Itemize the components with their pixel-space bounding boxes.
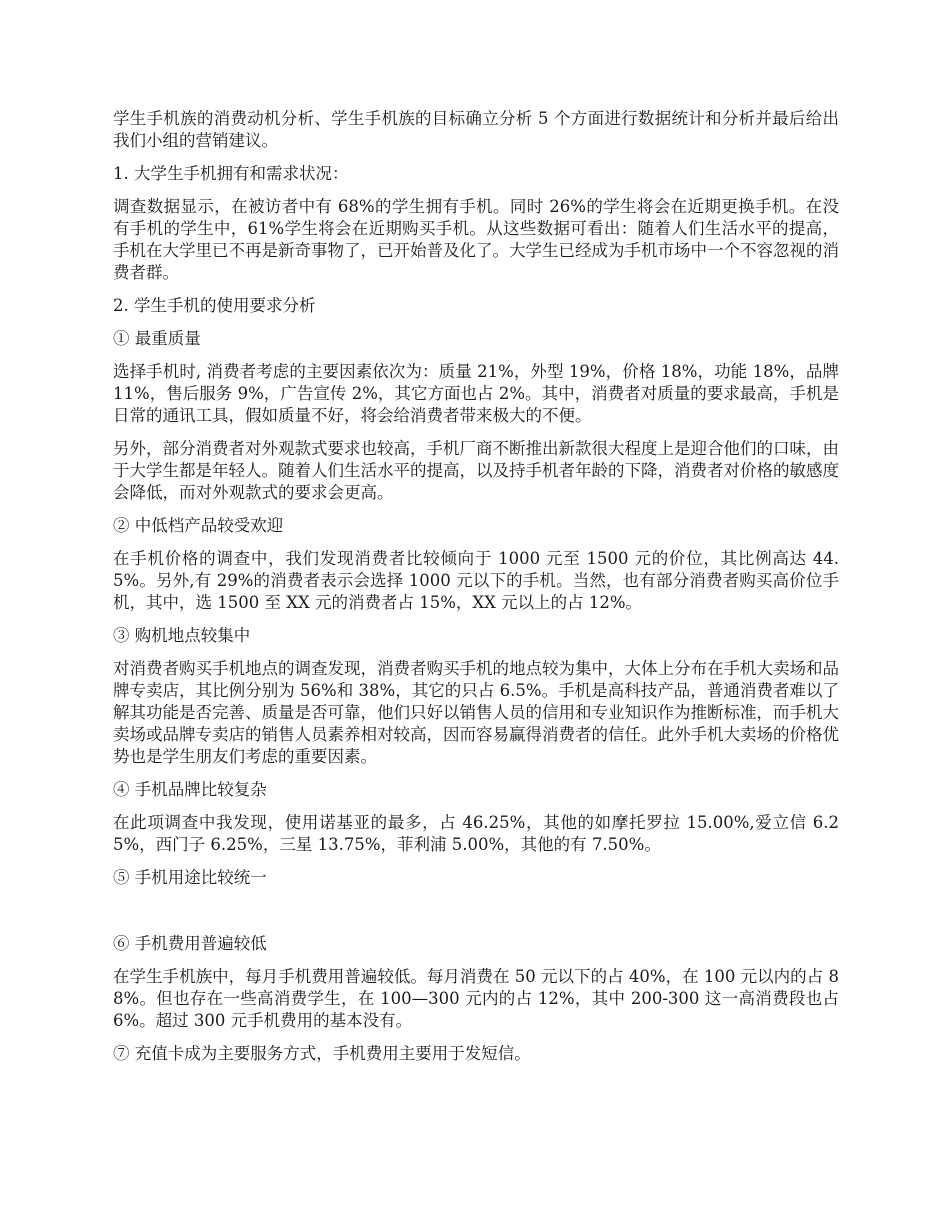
intro-paragraph: 学生手机族的消费动机分析、学生手机族的目标确立分析 5 个方面进行数据统计和分析并最后给出我们小组的营销建议。 bbox=[113, 109, 839, 150]
section-1-paragraph: 调查数据显示，在被访者中有 68%的学生拥有手机。同时 26%的学生将会在近期更换手机。在没有手机的学生中，61%学生将会在近期购买手机。从这些数据可看出：随着人们生活水平的提高，手机在大学里已不再是新奇事物了，已开始普及化了。大学生已经成为手机市场中一个不容忽视的消费者群。 bbox=[113, 197, 839, 282]
section-2-heading: 2. 学生手机的使用要求分析 bbox=[113, 296, 316, 315]
subsection-5-heading: ⑤ 手机用途比较统一 bbox=[113, 868, 267, 887]
subsection-2-paragraph: 在手机价格的调查中，我们发现消费者比较倾向于 1000 元至 1500 元的价位，其比例高达 44.5%。另外,有 29%的消费者表示会选择 1000 元以下的手机。当然，也有部分消费者购买高价位手机，其中，选 1500 至 XX 元的消费者占 15%，XX 元以上的占 12%。 bbox=[113, 549, 839, 612]
document-page bbox=[113, 108, 839, 1076]
subsection-1-paragraph-2: 另外，部分消费者对外观款式要求也较高，手机厂商不断推出新款很大程度上是迎合他们的口味，由于大学生都是年轻人。随着人们生活水平的提高，以及持手机者年龄的下降，消费者对价格的敏感度会降低，而对外观款式的要求会更高。 bbox=[113, 439, 839, 502]
subsection-1-paragraph-1: 选择手机时, 消费者考虑的主要因素依次为：质量 21%，外型 19%，价格 18%，功能 18%，品牌 11%，售后服务 9%，广告宣传 2%，其它方面也占 2%。其中，消费者对质量的要求最高，手机是日常的通讯工具，假如质量不好，将会给消费者带来极大的不便。 bbox=[113, 362, 839, 425]
subsection-7-heading: ⑦ 充值卡成为主要服务方式，手机费用主要用于发短信。 bbox=[113, 1044, 531, 1063]
subsection-4-paragraph: 在此项调查中我发现，使用诺基亚的最多，占 46.25%，其他的如摩托罗拉 15.00%,爱立信 6.25%，西门子 6.25%，三星 13.75%，菲利浦 5.00%，其他的有 7.50%。 bbox=[113, 813, 839, 854]
subsection-6-heading: ⑥ 手机费用普遍较低 bbox=[113, 934, 267, 953]
subsection-4-heading: ④ 手机品牌比较复杂 bbox=[113, 780, 267, 799]
subsection-3-heading: ③ 购机地点较集中 bbox=[113, 626, 251, 645]
subsection-6-paragraph: 在学生手机族中，每月手机费用普遍较低。每月消费在 50 元以下的占 40%，在 100 元以内的占 88%。但也存在一些高消费学生，在 100—300 元内的占 12%，其中 200-300 这一高消费段也占 6%。超过 300 元手机费用的基本没有。 bbox=[113, 967, 839, 1030]
blank-space bbox=[113, 900, 839, 933]
subsection-1-heading: ① 最重质量 bbox=[113, 329, 201, 348]
subsection-2-heading: ② 中低档产品较受欢迎 bbox=[113, 516, 284, 535]
subsection-3-paragraph: 对消费者购买手机地点的调查发现，消费者购买手机的地点较为集中，大体上分布在手机大卖场和品牌专卖店，其比例分别为 56%和 38%，其它的只占 6.5%。手机是高科技产品，普通消费者难以了解其功能是否完善、质量是否可靠，他们只好以销售人员的信用和专业知识作为推断标准，而手机大卖场或品牌专卖店的销售人员素养相对较高，因而容易赢得消费者的信任。此外手机大卖场的价格优势也是学生朋友们考虑的重要因素。 bbox=[113, 659, 839, 766]
section-1-heading: 1. 大学生手机拥有和需求状况： bbox=[113, 164, 349, 183]
